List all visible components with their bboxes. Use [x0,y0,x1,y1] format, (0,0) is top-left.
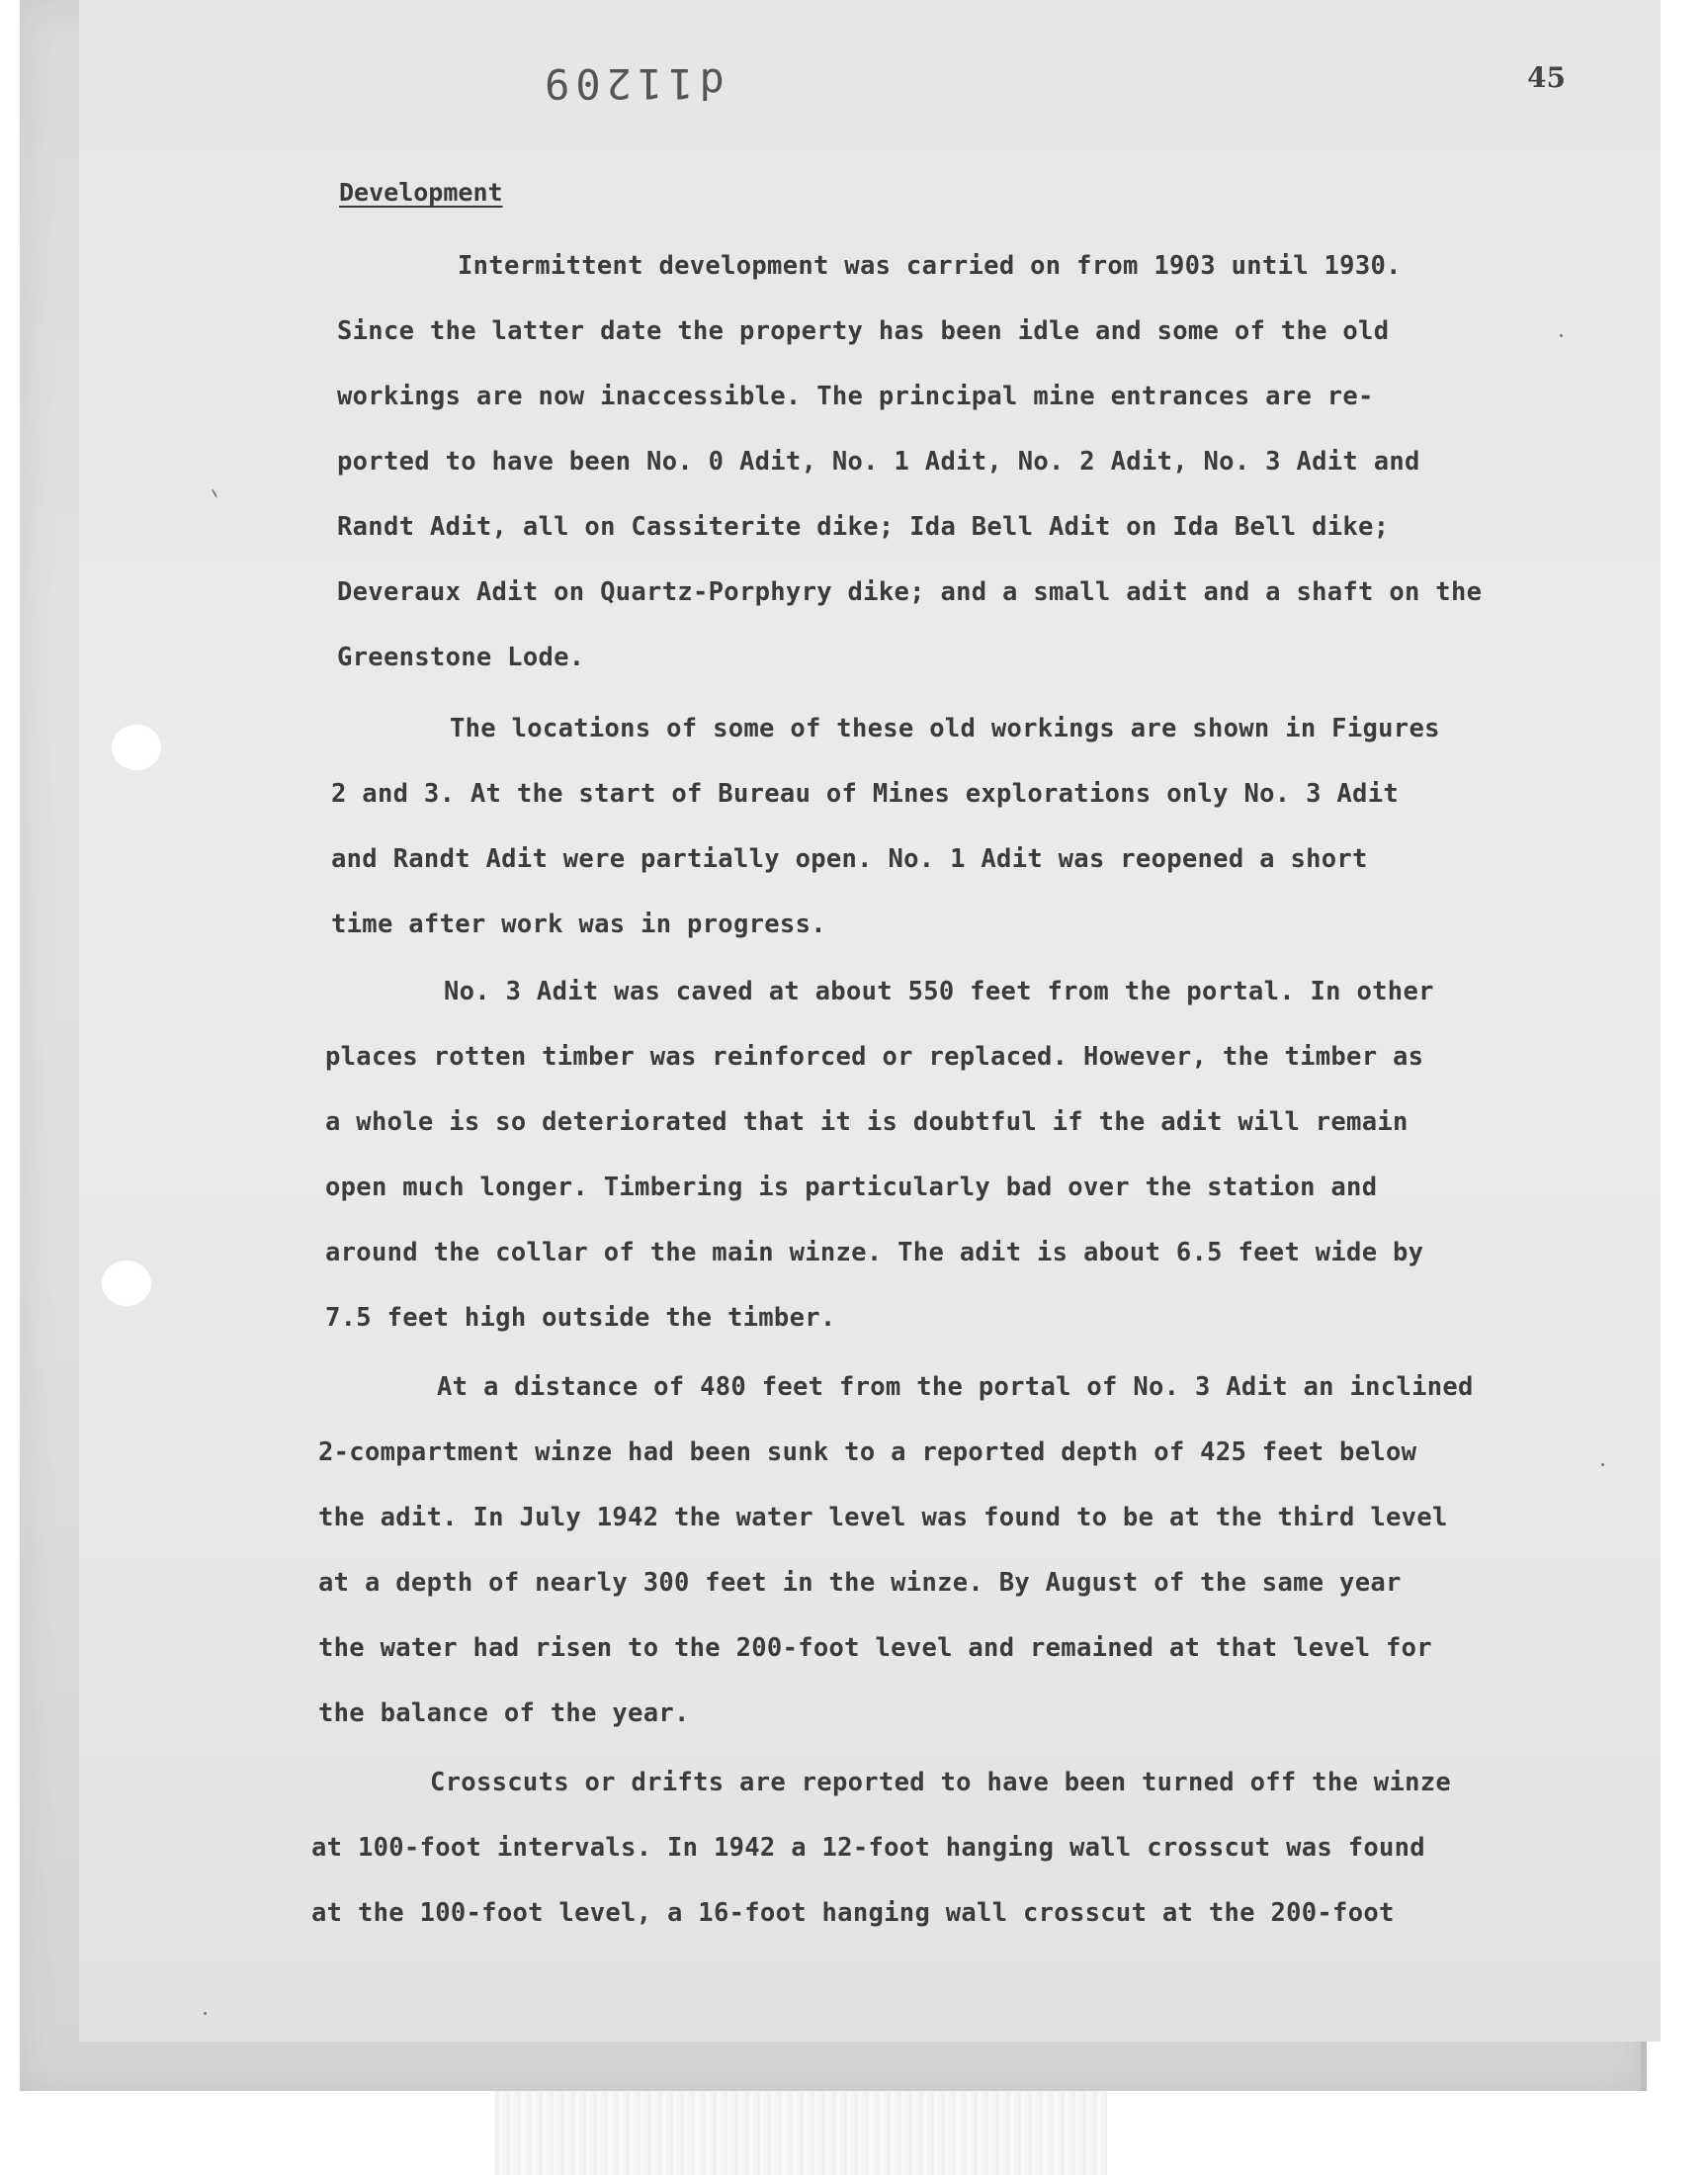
dust-speck [1601,1463,1604,1466]
body-line: The locations of some of these old workings are shown in Figures [450,714,1440,743]
dust-speck [1560,334,1563,337]
archive-stamp: d11209 [539,59,725,108]
body-line: 7.5 feet high outside the timber. [325,1303,836,1333]
body-line: Intermittent development was carried on from 1903 until 1930. [458,251,1402,281]
body-line: at a depth of nearly 300 feet in the winze. By August of the same year [318,1568,1402,1598]
body-line: at the 100-foot level, a 16-foot hanging wall crosscut at the 200-foot [311,1898,1395,1928]
body-line: At a distance of 480 feet from the portal of No. 3 Adit an inclined [437,1372,1474,1402]
body-line: workings are now inaccessible. The principal mine entrances are re- [337,382,1374,411]
body-line: 2-compartment winze had been sunk to a reported depth of 425 feet below [318,1437,1417,1467]
body-line: Greenstone Lode. [337,643,585,672]
body-line: a whole is so deteriorated that it is doubtful if the adit will remain [325,1107,1409,1137]
section-heading: Development [339,178,503,207]
body-line: Randt Adit, all on Cassiterite dike; Ida Bell Adit on Ida Bell dike; [337,512,1390,542]
body-line: ported to have been No. 0 Adit, No. 1 Adit, No. 2 Adit, No. 3 Adit and [337,447,1420,477]
punch-hole-lower [102,1261,151,1306]
body-line: around the collar of the main winze. The adit is about 6.5 feet wide by [325,1238,1424,1267]
body-line: Deveraux Adit on Quartz-Porphyry dike; and a small adit and a shaft on the [337,577,1483,607]
body-line: the adit. In July 1942 the water level was found to be at the third level [318,1503,1448,1532]
body-line: the water had risen to the 200-foot level and remained at that level for [318,1633,1432,1663]
dust-speck [204,2012,207,2015]
body-line: No. 3 Adit was caved at about 550 feet from the portal. In other [444,977,1434,1006]
body-line: 2 and 3. At the start of Bureau of Mines explorations only No. 3 Adit [331,779,1400,809]
body-line: Since the latter date the property has been idle and some of the old [337,316,1390,346]
body-line: at 100-foot intervals. In 1942 a 12-foot hanging wall crosscut was found [311,1833,1425,1863]
body-line: places rotten timber was reinforced or replaced. However, the timber as [325,1042,1424,1072]
body-line: Crosscuts or drifts are reported to have been turned off the winze [430,1768,1452,1797]
body-line: the balance of the year. [318,1698,690,1728]
body-line: and Randt Adit were partially open. No. 1 Adit was reopened a short [331,844,1368,874]
body-line: time after work was in progress. [331,910,826,939]
page-number: 45 [1527,61,1566,94]
document-page [79,0,1661,2042]
body-line: open much longer. Timbering is particularly bad over the station and [325,1173,1378,1202]
punch-hole-upper [112,725,161,770]
scan-artifact [494,2091,1107,2175]
